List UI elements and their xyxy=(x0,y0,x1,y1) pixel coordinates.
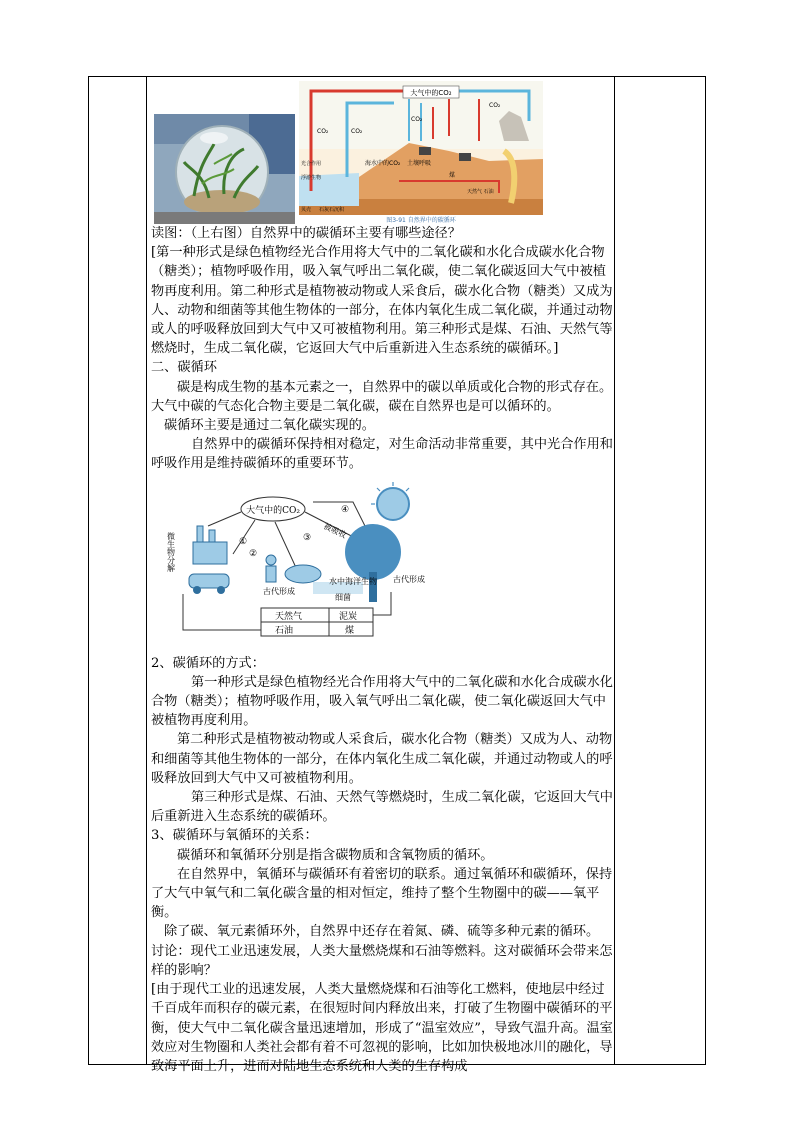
absorbed-label: 被吸收 xyxy=(322,521,348,540)
lesson-content-cell xyxy=(148,77,614,1074)
shell-label: 贝壳 xyxy=(301,207,312,213)
column-divider-left xyxy=(146,77,147,1064)
arrow-number-1: ① xyxy=(239,536,248,547)
paragraph-stability: 自然界中的碳循环保持相对稳定，对生命活动非常重要，其中光合作用和呼吸作用是维持碳循环的重要环节。 xyxy=(151,437,613,472)
relation-3: 除了碳、氧元素循环外，自然界中还存在着氮、磷、硫等多种元素的循环。 xyxy=(164,924,600,940)
plankton-label: 浮游生物 xyxy=(301,175,322,181)
arrow-number-4: ④ xyxy=(341,504,350,515)
coal-box-label: 煤 xyxy=(345,625,355,636)
paragraph-co2-realization: 碳循环主要是通过二氧化碳实现的。 xyxy=(164,418,375,434)
way-2: 第二种形式是植物被动物或人采食后，碳水化合物（糖类）又成为人、动物和细菌等其他生物体的一部分，在体内氧化生成二氧化碳，并通过动物或人的呼吸释放回到大气中又可被植物利用。 xyxy=(151,732,613,786)
co2-label-3: CO₂ xyxy=(411,116,423,123)
paragraph-carbon-element: 碳是构成生物的基本元素之一，自然界中的碳以单质或化合物的形式存在。大气中碳的气态化合物主要是二氧化碳，碳在自然界也是可以循环的。 xyxy=(151,379,613,414)
coal-label: 煤 xyxy=(449,172,456,179)
atmosphere-label: 大气中的CO₂ xyxy=(410,89,452,97)
figure-caption: 图3-91 自然界中的碳循环 xyxy=(386,217,456,224)
microbe-decompose-label: 微生物分解 xyxy=(166,531,176,572)
section-heading-carbon-cycle: 二、碳循环 xyxy=(151,360,217,376)
sea-co2-label: 海水中的CO₂ xyxy=(365,160,401,167)
arrow-number-2: ② xyxy=(249,548,258,559)
carbon-cycle-diagram xyxy=(163,482,425,650)
relation-2: 在自然界中，氧循环与碳循环有着密切的联系。通过氧循环和碳循环，保持了大气中氧气和二氧化碳含量的相对恒定，维持了整个生物圈中的碳——氧平衡。 xyxy=(151,866,613,921)
question-read-figure: 读图：（上右图）自然界中的碳循环主要有哪些途径？ xyxy=(151,226,461,241)
discussion-answer: [由于现代工业的迅速发展，人类大量燃烧煤和石油等化工燃料，使地层中经过千百成年而积存的碳元素，在很短时间内释放出来，打破了生物圈中碳循环的平衡，使大气中二氧化碳含量迅速增加，形成了“温室效应”，导致气温升高。温室效应对生物圈和人类社会都有着不可忽视的影响，比如加快极地冰川的融化，导致海平面上升，进而对陆地生态系统和人类的生存构成 xyxy=(151,982,613,1074)
co2-label-2: CO₂ xyxy=(351,128,363,135)
top-images xyxy=(151,77,614,224)
heading-carbon-oxygen-relation: 3、碳循环与氧循环的关系： xyxy=(151,828,318,844)
co2-label-4: CO₂ xyxy=(489,102,501,109)
oil-label: 石油 xyxy=(275,625,294,636)
way-1: 第一种形式是绿色植物经光合作用将大气中的二氧化碳和水化合成碳水化合物（糖类）；植物呼吸作用，吸入氧气呼出二氧化碳，使二氧化碳返回大气中被植物再度利用。 xyxy=(151,674,613,729)
ancient-formation-right: 古代形成 xyxy=(393,574,425,584)
discussion-question: 讨论：现代工业迅速发展，人类大量燃烧煤和石油等燃料。这对碳循环会带来怎样的影响？ xyxy=(151,943,613,978)
water-life-label: 水中海洋生物 xyxy=(329,576,377,586)
arrow-number-3: ③ xyxy=(303,532,312,543)
ancient-formation-left: 古代形成 xyxy=(263,586,295,596)
gas-oil-label: 天然气 石油 xyxy=(467,189,494,195)
column-divider-right xyxy=(614,77,615,1064)
heading-carbon-cycle-ways: 2、碳循环的方式： xyxy=(151,655,265,671)
diagram-atmosphere-co2: 大气中的CO₂ xyxy=(246,505,300,516)
ecosphere-photo xyxy=(154,114,295,224)
limestone-label: 石灰石沉积 xyxy=(319,207,345,213)
photosynthesis-label: 光合作用 xyxy=(301,161,322,167)
soil-respiration-label: 土壤呼吸 xyxy=(407,160,432,167)
relation-1: 碳循环和氧循环分别是指含碳物质和含氧物质的循环。 xyxy=(177,847,494,863)
lesson-table xyxy=(88,76,706,1074)
way-3: 第三种形式是煤、石油、天然气等燃烧时，生成二氧化碳，它返回大气中后重新进入生态系统的碳循环。 xyxy=(151,790,613,825)
peat-label: 泥炭 xyxy=(339,611,358,622)
bacteria-label: 细菌 xyxy=(335,592,351,602)
co2-label-1: CO₂ xyxy=(317,128,329,135)
natural-gas-label: 天然气 xyxy=(275,611,303,622)
answer-carbon-paths: [第一种形式是绿色植物经光合作用将大气中的二氧化碳和水化合成碳水化合物（糖类）；植物呼吸作用，吸入氧气呼出二氧化碳，使二氧化碳返回大气中被植物再度利用。第二种形式是植物被动物或人采食后，碳水化合物（糖类）又成为人、动物和细菌等其他生物体的一部分，在体内氧化生成二氧化碳，并通过动物或人的呼吸释放回到大气中又可被植物利用。第三种形式是煤、石油、天然气等燃烧时，生成二氧化碳，它返回大气中后重新进入生态系统的碳循环。] xyxy=(151,245,613,357)
carbon-cycle-figure xyxy=(299,81,543,224)
